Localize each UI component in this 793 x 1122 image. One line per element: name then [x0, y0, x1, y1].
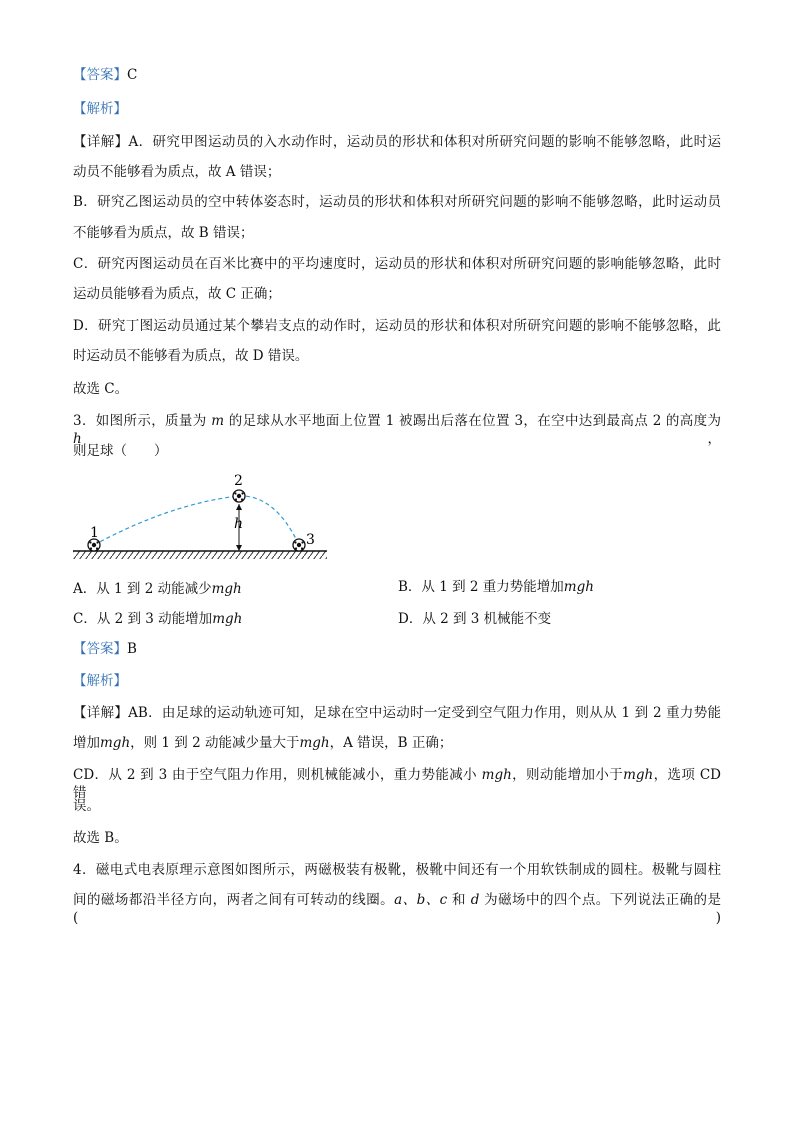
q2-detail-line-6: 运动员能够看为质点，故 C 正确；	[73, 286, 281, 302]
q3-analysis-tag	[73, 672, 127, 690]
ball-position-2	[233, 490, 245, 502]
detail-expr: mgh	[299, 735, 330, 751]
option-c-text: C．从 2 到 3 动能增加	[73, 611, 213, 627]
q3-detail-line-2	[73, 734, 452, 752]
detail-text: ，选项 CD 错	[73, 767, 721, 801]
q2-answer-line	[73, 66, 137, 84]
stem-text: 为磁场中的四个点。下列说法正确的是( )	[73, 892, 721, 926]
q2-detail-line-7: D．研究丁图运动员通过某个攀岩支点的动作时，运动员的形状和体积对所研究问题的影响不能够忽略，此	[73, 318, 721, 334]
detail-tag: 【详解】	[73, 134, 129, 150]
stem-text: 间的磁场都沿半径方向，两者之间有可转动的线圈。	[73, 892, 395, 908]
analysis-tag: 【解析】	[73, 673, 127, 689]
q3-conclusion: 故选 B。	[73, 830, 128, 846]
q2-analysis-tag	[73, 100, 127, 118]
option-a-expr: mgh	[211, 581, 242, 597]
detail-expr: mgh	[623, 767, 654, 783]
q3-stem-line-1	[73, 412, 721, 448]
q2-conclusion: 故选 C。	[73, 381, 129, 397]
q3-detail-line-3	[73, 766, 721, 802]
label-1: 1	[90, 525, 99, 541]
detail-text: CD．从 2 到 3 由于空气阻力作用，则机械能减小，重力势能减小	[73, 767, 482, 783]
detail-text: AB．由足球的运动轨迹可知，足球在空中运动时一定受到空气阻力作用，则从从 1 到 2 重力势能	[128, 705, 722, 721]
ground-hatch	[73, 551, 327, 559]
option-b-expr: mgh	[563, 579, 594, 595]
height-arrow-bottom	[236, 545, 242, 551]
q2-detail-line-4: 不能够看为质点，故 B 错误；	[73, 225, 254, 241]
detail-tag: 【详解】	[73, 705, 129, 721]
q2-detail-line-3: B．研究乙图运动员的空中转体姿态时，运动员的形状和体积对所研究问题的影响不能够忽略，此时运动员	[73, 194, 721, 210]
stem-text: 3．如图所示，质量为	[73, 413, 212, 429]
detail-text: ，A 错误，B 正确；	[329, 735, 453, 751]
detail-expr: mgh	[481, 767, 512, 783]
answer-tag: 【答案】	[73, 641, 127, 657]
label-2: 2	[234, 473, 243, 489]
option-a[interactable]	[73, 580, 242, 598]
stem-var-d: d	[470, 892, 480, 908]
trajectory-figure	[70, 468, 330, 568]
option-c-expr: mgh	[212, 611, 243, 627]
option-d-text: D．从 2 到 3 机械能不变	[398, 611, 552, 627]
q4-stem-line-1: 4．磁电式电表原理示意图如图所示，两磁极装有极靴，极靴中间还有一个用软铁制成的圆柱。极靴与圆柱	[73, 862, 721, 878]
label-h: h	[234, 516, 244, 532]
label-3: 3	[306, 532, 315, 548]
stem-text: ，	[81, 431, 721, 447]
option-c[interactable]	[73, 610, 242, 628]
q2-detail-line-8: 时运动员不能够看为质点，故 D 错误。	[73, 348, 309, 364]
q4-stem-line-2	[73, 891, 721, 927]
stem-text: 和	[447, 892, 471, 908]
stem-vars: a、b、c	[394, 892, 448, 908]
detail-text: ，则 1 到 2 动能减少量大于	[130, 735, 300, 751]
q2-detail-line-5: C．研究丙图运动员在百米比赛中的平均速度时，运动员的形状和体积对所研究问题的影响能够忽略，此时	[73, 256, 721, 272]
option-a-text: A．从 1 到 2 动能减少	[73, 581, 212, 597]
height-arrow-top	[236, 504, 242, 510]
detail-text: ，则动能增加小于	[511, 767, 624, 783]
analysis-tag: 【解析】	[73, 101, 127, 117]
ball-position-3	[293, 539, 305, 551]
option-d[interactable]	[398, 610, 551, 628]
trajectory-curve	[94, 496, 299, 545]
answer-value: B	[127, 641, 137, 657]
answer-value: C	[127, 67, 138, 83]
q2-detail-line-2: 动员不能够看为质点，故 A 错误；	[73, 164, 281, 180]
q2-detail-line-1	[73, 133, 721, 151]
q3-answer-line	[73, 640, 137, 658]
q3-stem-line-2: 则足球（ ）	[73, 443, 168, 459]
q3-detail-line-1	[73, 704, 721, 722]
detail-text: A．研究甲图运动员的入水动作时，运动员的形状和体积对所研究问题的影响不能够忽略，此时运	[128, 134, 721, 150]
q3-detail-line-4: 误。	[73, 798, 100, 814]
detail-text: 增加	[73, 735, 100, 751]
stem-var-h: h	[73, 431, 82, 447]
option-b-text: B．从 1 到 2 重力势能增加	[398, 579, 564, 595]
stem-var-m: m	[211, 413, 225, 429]
stem-text: 的足球从水平地面上位置 1 被踢出后落在位置 3，在空中达到最高点 2 的高度为	[224, 413, 721, 429]
answer-tag: 【答案】	[73, 67, 127, 83]
option-b[interactable]	[398, 578, 594, 596]
detail-expr: mgh	[100, 735, 131, 751]
